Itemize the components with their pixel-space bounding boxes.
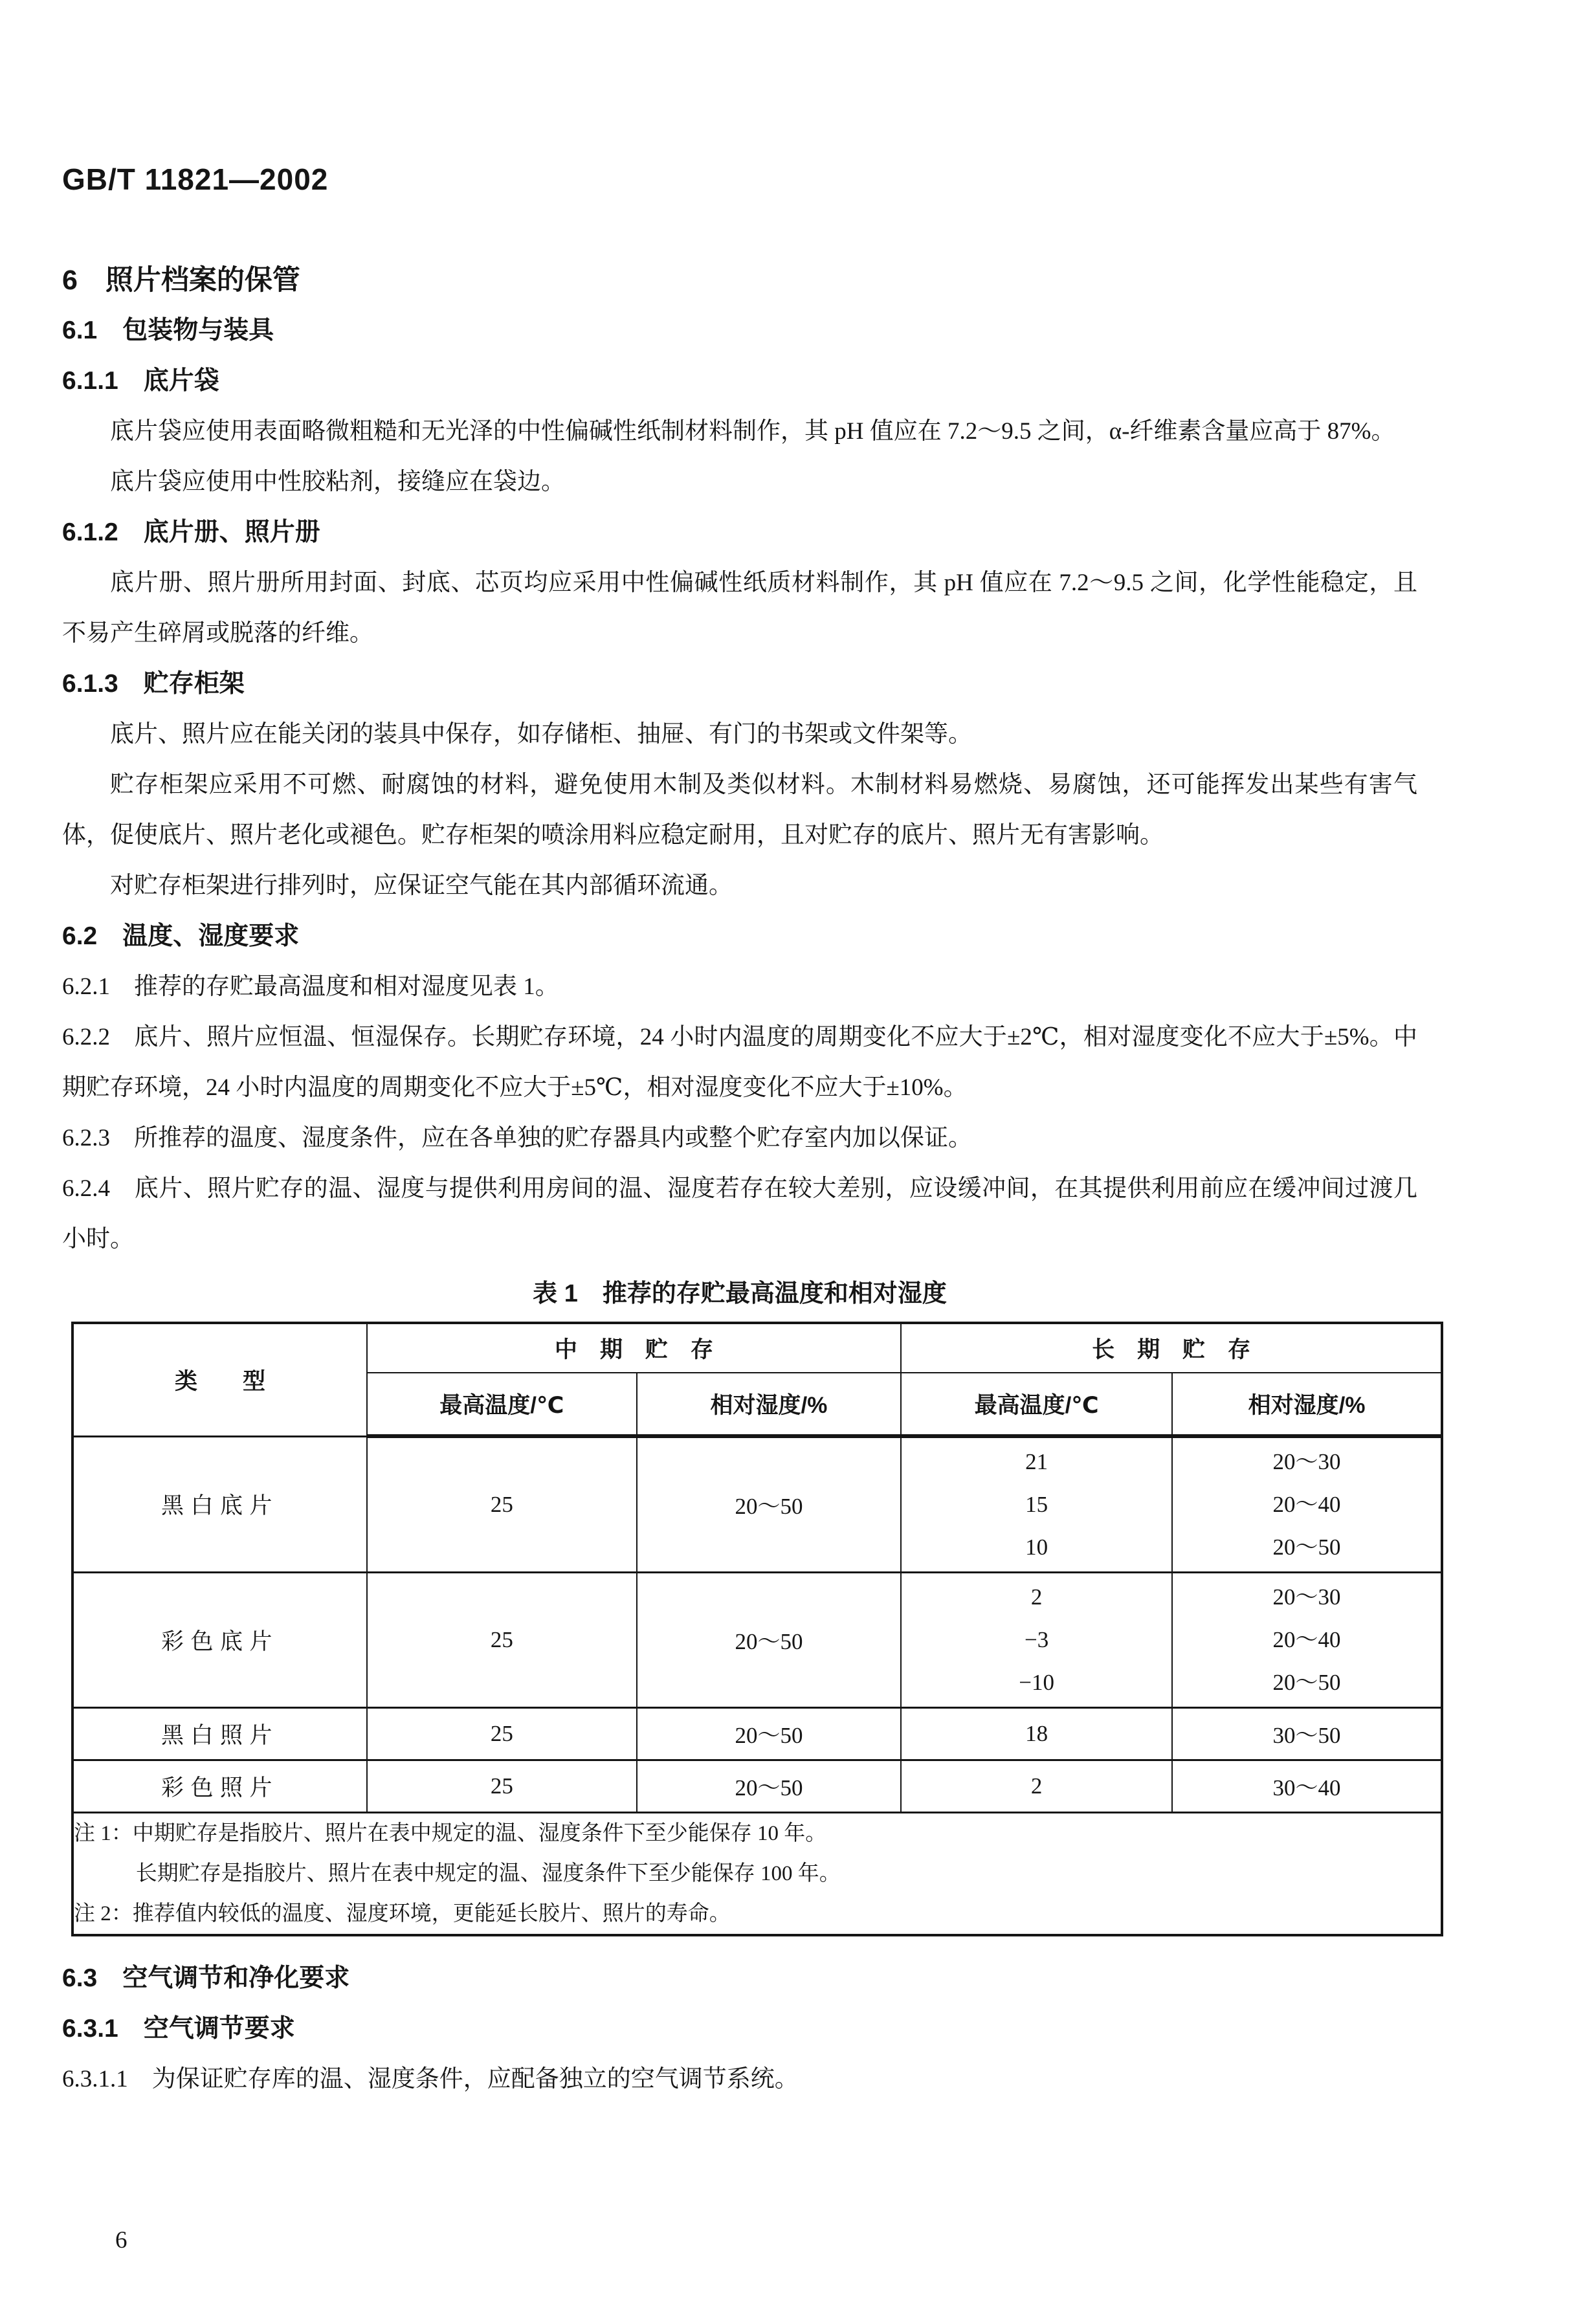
cell-type: 黑白照片 <box>72 1708 367 1760</box>
page-number: 6 <box>115 2227 127 2254</box>
cell-long-hum <box>1172 1436 1442 1573</box>
column-header-mid-max-temp: 最高温度/℃ <box>367 1373 637 1436</box>
cell-mid-temp: 25 <box>367 1708 637 1760</box>
table-row-color-negatives <box>72 1573 1442 1708</box>
paragraph: 贮存柜架应采用不可燃、耐腐蚀的材料，避免使用木制及类似材料。木制材料易燃烧、易腐蚀，还可能挥发出某些有害气体，促使底片、照片老化或褪色。贮存柜架的喷涂用料应稳定耐用，且对贮存的底片、照片无有害影响。 <box>62 771 1417 848</box>
paragraph: 底片袋应使用表面略微粗糙和无光泽的中性偏碱性纸制材料制作，其 pH 值应在 7.2～9.5 之间，α-纤维素含量应高于 87%。 <box>110 418 1395 445</box>
section-heading-6-1-2: 6.1.2 底片册、照片册 <box>62 518 320 546</box>
section-heading-6: 6 照片档案的保管 <box>62 265 300 296</box>
note-1-continuation: 长期贮存是指胶片、照片在表中规定的温、湿度条件下至少能保存 100 年。 <box>135 1862 841 1885</box>
clause-6-2-1: 6.2.1 推荐的存贮最高温度和相对湿度见表 1。 <box>62 973 559 1000</box>
clause-6-2-3: 6.2.3 所推荐的温度、湿度条件，应在各单独的贮存器具内或整个贮存室内加以保证。 <box>62 1125 972 1151</box>
column-header-mid-term: 中 期 贮 存 <box>367 1323 901 1373</box>
section-heading-6-2: 6.2 温度、湿度要求 <box>62 922 300 950</box>
clause-6-2-4: 6.2.4 底片、照片贮存的温、湿度与提供利用房间的温、湿度若存在较大差别，应设缓冲间，在其提供利用前应在缓冲间过渡几小时。 <box>62 1175 1417 1252</box>
cell-long-hum: 30～50 <box>1172 1708 1442 1760</box>
table-notes-row <box>72 1813 1442 1936</box>
cell-mid-temp: 25 <box>367 1573 637 1708</box>
cell-mid-hum: 20～50 <box>637 1436 901 1573</box>
value-line: −3 <box>1025 1627 1049 1652</box>
table-1-storage-conditions <box>71 1322 1443 1936</box>
cell-long-temp: 18 <box>901 1708 1172 1760</box>
column-header-type: 类 型 <box>72 1323 367 1436</box>
value-line: 20～50 <box>1272 1535 1341 1560</box>
value-line: 20～30 <box>1272 1584 1341 1610</box>
cell-type: 彩色底片 <box>72 1573 367 1708</box>
cell-type: 彩色照片 <box>72 1760 367 1813</box>
cell-mid-hum: 20～50 <box>637 1760 901 1813</box>
cell-long-temp <box>901 1436 1172 1573</box>
cell-long-temp: 2 <box>901 1760 1172 1813</box>
value-line: 20～40 <box>1272 1627 1341 1652</box>
table-row-bw-prints <box>72 1708 1442 1760</box>
value-line: 2 <box>1030 1584 1043 1610</box>
cell-mid-hum: 20～50 <box>637 1573 901 1708</box>
table-row-color-prints <box>72 1760 1442 1813</box>
column-header-long-max-temp: 最高温度/℃ <box>901 1373 1172 1436</box>
value-line: 20～50 <box>1272 1670 1341 1695</box>
table-row-bw-negatives <box>72 1436 1442 1573</box>
cell-long-temp <box>901 1573 1172 1708</box>
cell-mid-temp: 25 <box>367 1436 637 1573</box>
section-heading-6-1: 6.1 包装物与装具 <box>62 316 274 344</box>
table-1-title: 表 1 推荐的存贮最高温度和相对湿度 <box>533 1280 947 1307</box>
section-heading-6-3: 6.3 空气调节和净化要求 <box>62 1964 350 1992</box>
value-line: 21 <box>1025 1449 1048 1474</box>
table-notes <box>72 1813 1442 1936</box>
cell-long-hum <box>1172 1573 1442 1708</box>
value-line: 20～30 <box>1272 1449 1341 1474</box>
cell-long-hum: 30～40 <box>1172 1760 1442 1813</box>
clause-6-2-2: 6.2.2 底片、照片应恒温、恒湿保存。长期贮存环境，24 小时内温度的周期变化不应大于±2℃，相对湿度变化不应大于±5%。中期贮存环境，24 小时内温度的周期变化不应大于±5℃，相对湿度变化不应大于±10%。 <box>62 1024 1417 1101</box>
value-line: 20～40 <box>1272 1492 1341 1517</box>
column-header-long-term: 长 期 贮 存 <box>901 1323 1442 1373</box>
value-line: 10 <box>1025 1535 1048 1560</box>
note-2: 注 2：推荐值内较低的温度、湿度环境，更能延长胶片、照片的寿命。 <box>74 1902 731 1925</box>
paragraph: 对贮存柜架进行排列时，应保证空气能在其内部循环流通。 <box>110 872 733 899</box>
section-heading-6-1-1: 6.1.1 底片袋 <box>62 367 219 395</box>
standard-code: GB/T 11821—2002 <box>62 162 329 196</box>
cell-type: 黑白底片 <box>72 1436 367 1573</box>
section-heading-6-3-1: 6.3.1 空气调节要求 <box>62 2015 295 2043</box>
note-1: 注 1：中期贮存是指胶片、照片在表中规定的温、湿度条件下至少能保存 10 年。 <box>74 1822 827 1845</box>
paragraph: 底片、照片应在能关闭的装具中保存，如存储柜、抽屉、有门的书架或文件架等。 <box>110 721 972 748</box>
column-header-long-rel-hum: 相对湿度/% <box>1172 1373 1442 1436</box>
paragraph: 底片册、照片册所用封面、封底、芯页均应采用中性偏碱性纸质材料制作，其 pH 值应在 7.2～9.5 之间，化学性能稳定，且不易产生碎屑或脱落的纤维。 <box>62 570 1417 647</box>
cell-mid-temp: 25 <box>367 1760 637 1813</box>
cell-mid-hum: 20～50 <box>637 1708 901 1760</box>
paragraph: 底片袋应使用中性胶粘剂，接缝应在袋边。 <box>110 469 565 495</box>
value-line: −10 <box>1019 1670 1054 1695</box>
section-heading-6-1-3: 6.1.3 贮存柜架 <box>62 670 245 698</box>
clause-6-3-1-1: 6.3.1.1 为保证贮存库的温、湿度条件，应配备独立的空气调节系统。 <box>62 2066 799 2092</box>
value-line: 15 <box>1025 1492 1048 1517</box>
column-header-mid-rel-hum: 相对湿度/% <box>637 1373 901 1436</box>
